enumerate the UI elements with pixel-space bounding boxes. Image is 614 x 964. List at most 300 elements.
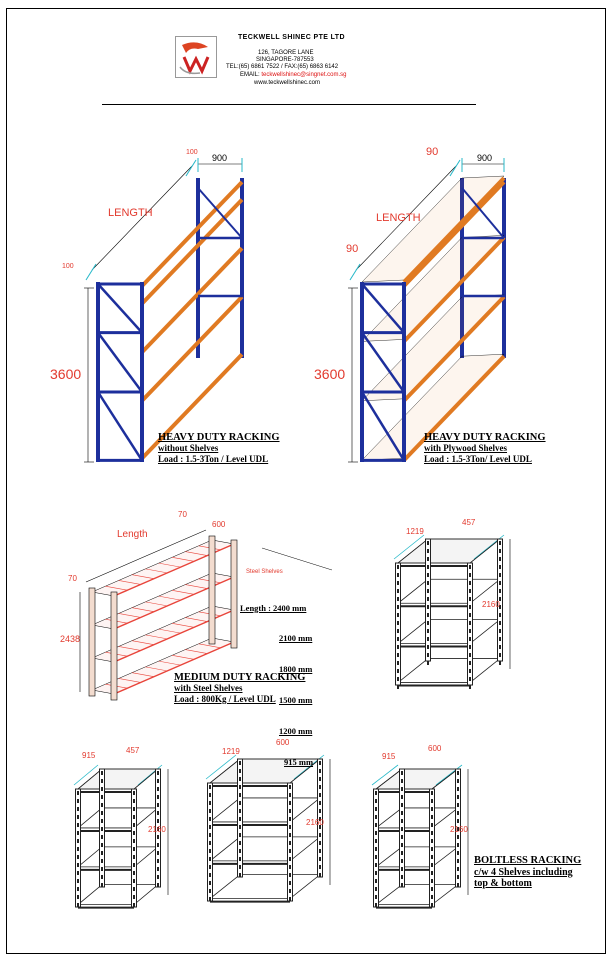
perforation: [397, 589, 399, 593]
perforation: [157, 819, 159, 823]
perforation: [239, 841, 241, 845]
frame-diagonal: [98, 333, 142, 392]
perforation: [427, 573, 429, 577]
perforation: [319, 777, 321, 781]
perforation: [157, 811, 159, 815]
perforation: [431, 799, 433, 803]
perforation: [319, 849, 321, 853]
perforation: [157, 771, 159, 775]
perforation: [101, 851, 103, 855]
perforation: [457, 779, 459, 783]
hr-dim-depth-bottom: 90: [346, 243, 359, 255]
perforation: [431, 815, 433, 819]
perforation: [101, 867, 103, 871]
perforation: [457, 883, 459, 887]
perforation: [289, 793, 291, 797]
perforation: [157, 803, 159, 807]
perforation: [101, 827, 103, 831]
heavy-duty-rack-with-plywood: [348, 158, 504, 466]
perforation: [427, 557, 429, 561]
perforation: [319, 801, 321, 805]
shelf: [376, 885, 458, 905]
perforation: [401, 835, 403, 839]
email-label: EMAIL:: [240, 72, 260, 78]
perforation: [209, 873, 211, 877]
caption-heavy-left: [158, 432, 280, 465]
perforation: [499, 661, 501, 665]
hl-length-label: LENGTH: [108, 207, 153, 219]
beam: [142, 182, 242, 286]
perforation: [401, 883, 403, 887]
perforation: [133, 895, 135, 899]
perforation: [289, 801, 291, 805]
perforation: [401, 827, 403, 831]
perforation: [397, 621, 399, 625]
perforation: [397, 613, 399, 617]
perforation: [457, 867, 459, 871]
b1-width: 915: [82, 751, 96, 760]
perforation: [133, 831, 135, 835]
dimension-cyan-mark: [186, 160, 196, 176]
perforation: [101, 795, 103, 799]
perforation: [401, 771, 403, 775]
shelf: [78, 847, 158, 867]
perforation: [397, 637, 399, 641]
perforation: [499, 637, 501, 641]
perforation: [239, 809, 241, 813]
perforation: [101, 787, 103, 791]
caption-medium: [174, 672, 305, 705]
shelf: [210, 837, 320, 861]
address-line-1: 126, TAGORE LANE: [258, 50, 314, 56]
hl-dim-width: 900: [212, 153, 228, 163]
perforation: [289, 809, 291, 813]
perforation: [457, 771, 459, 775]
perforation: [397, 605, 399, 609]
caption-load: Load : 800Kg / Level UDL: [174, 694, 276, 704]
length-option: 1200 mm: [279, 726, 313, 737]
dimension-cyan-mark: [350, 264, 360, 280]
perforation: [469, 565, 471, 569]
perforation: [375, 807, 377, 811]
perforation: [427, 565, 429, 569]
md-steel-shelves-label: Steel Shelves: [246, 569, 283, 575]
perforation: [133, 815, 135, 819]
perforation: [289, 841, 291, 845]
perforation: [431, 863, 433, 867]
perforation: [319, 833, 321, 837]
perforation: [375, 799, 377, 803]
email-link[interactable]: teckwellshinec@singnet.com.sg: [261, 72, 347, 78]
slotted-upright: [209, 536, 215, 644]
boltless-rack-top: [394, 535, 510, 689]
perforation: [375, 791, 377, 795]
perforation: [375, 887, 377, 891]
perforation: [101, 819, 103, 823]
perforation: [431, 839, 433, 843]
perforation: [499, 541, 501, 545]
beam-back: [98, 206, 198, 310]
perforation: [133, 903, 135, 907]
perforation: [133, 823, 135, 827]
perforation: [469, 629, 471, 633]
perforation: [499, 645, 501, 649]
plywood-shelf: [362, 176, 504, 282]
shelf: [210, 798, 320, 822]
perforation: [401, 859, 403, 863]
perforation: [133, 855, 135, 859]
length-option: 1800 mm: [279, 664, 313, 675]
perforation: [77, 871, 79, 875]
length-option: Length : 2400 mm: [240, 602, 307, 613]
perforation: [157, 779, 159, 783]
perforation: [101, 771, 103, 775]
perforation: [431, 879, 433, 883]
frame-diagonal: [98, 284, 142, 333]
perforation: [397, 669, 399, 673]
perforation: [101, 811, 103, 815]
perforation: [431, 871, 433, 875]
perforation: [239, 833, 241, 837]
perforation: [427, 661, 429, 665]
perforation: [427, 637, 429, 641]
perforation: [101, 883, 103, 887]
perforation: [375, 903, 377, 907]
perforation: [133, 863, 135, 867]
shelf: [78, 808, 158, 828]
address-line-2: SINGAPORE-787553: [256, 57, 314, 63]
caption-sub: with Steel Shelves: [174, 683, 243, 693]
perforation: [457, 819, 459, 823]
perforation: [319, 785, 321, 789]
boltless-rack-1: [74, 765, 168, 908]
perforation: [397, 629, 399, 633]
perforation: [209, 897, 211, 901]
perforation: [289, 897, 291, 901]
perforation: [289, 865, 291, 869]
dimension-cyan-mark: [450, 160, 460, 176]
perforation: [239, 865, 241, 869]
caption-heavy-right: [424, 432, 546, 465]
heavy-duty-rack-without-shelves: [84, 158, 242, 464]
perforation: [319, 857, 321, 861]
hr-dim-width: 900: [477, 153, 493, 163]
leader-line: [262, 548, 332, 570]
perforation: [239, 785, 241, 789]
shelf: [376, 808, 458, 828]
b2-width: 1219: [222, 747, 240, 756]
perforation: [157, 795, 159, 799]
perforation: [457, 803, 459, 807]
hl-dim-depth-top: 100: [186, 149, 198, 156]
perforation: [101, 803, 103, 807]
perforation: [133, 871, 135, 875]
perforation: [289, 785, 291, 789]
perforation: [375, 831, 377, 835]
perforation: [401, 867, 403, 871]
perforation: [427, 653, 429, 657]
hr-length-label: LENGTH: [376, 212, 421, 224]
perforation: [77, 847, 79, 851]
perforation: [457, 843, 459, 847]
perforation: [375, 847, 377, 851]
length-option: 1500 mm: [279, 695, 313, 706]
perforation: [77, 895, 79, 899]
perforation: [469, 581, 471, 585]
caption-title: HEAVY DUTY RACKING: [424, 432, 546, 443]
perforation: [469, 605, 471, 609]
website-link[interactable]: www.teckwellshinec.com: [254, 80, 321, 86]
perforation: [239, 817, 241, 821]
perforation: [401, 787, 403, 791]
perforation: [431, 855, 433, 859]
perforation: [209, 817, 211, 821]
hl-dim-depth-bottom: 100: [62, 263, 74, 270]
perforation: [427, 589, 429, 593]
shelf: [210, 875, 320, 899]
phone-fax: TEL:(65) 6861 7522 / FAX:(65) 6863 6142: [226, 64, 339, 70]
perforation: [499, 573, 501, 577]
b1-depth: 457: [126, 746, 140, 755]
perforation: [397, 581, 399, 585]
perforation: [457, 835, 459, 839]
perforation: [77, 831, 79, 835]
company-name: TECKWELL SHINEC PTE LTD: [238, 34, 345, 41]
perforation: [397, 565, 399, 569]
perforation: [77, 807, 79, 811]
perforation: [375, 863, 377, 867]
caption-sub: without Shelves: [158, 443, 219, 453]
perforation: [289, 833, 291, 837]
dimension-cyan-mark: [86, 264, 96, 280]
md-dim-depth-side: 70: [68, 574, 77, 583]
perforation: [427, 581, 429, 585]
perforation: [469, 645, 471, 649]
perforation: [209, 889, 211, 893]
perforation: [469, 685, 471, 689]
beam-back: [98, 254, 198, 358]
perforation: [457, 851, 459, 855]
perforation: [209, 825, 211, 829]
b3-height: 2160: [450, 825, 468, 834]
perforation: [401, 851, 403, 855]
perforation: [77, 855, 79, 859]
perforation: [77, 799, 79, 803]
length-option: 915 mm: [284, 757, 314, 768]
shelf: [398, 620, 500, 644]
hr-dim-depth-top: 90: [426, 146, 439, 158]
perforation: [427, 613, 429, 617]
hl-height: 3600: [50, 366, 82, 382]
perforation: [133, 839, 135, 843]
perforation: [397, 573, 399, 577]
caption-line: top & bottom: [474, 878, 532, 889]
perforation: [157, 843, 159, 847]
perforation: [319, 769, 321, 773]
perforation: [77, 879, 79, 883]
perforation: [239, 857, 241, 861]
perforation: [289, 889, 291, 893]
perforation: [77, 815, 79, 819]
perforation: [101, 779, 103, 783]
perforation: [457, 875, 459, 879]
perforation: [239, 873, 241, 877]
perforation: [157, 883, 159, 887]
hr-height: 3600: [314, 366, 346, 382]
shelf-edge: [114, 544, 234, 596]
b1-height: 2160: [148, 825, 166, 834]
perforation: [289, 825, 291, 829]
slotted-upright: [111, 592, 117, 700]
perforation: [375, 871, 377, 875]
perforation: [431, 791, 433, 795]
beam: [142, 297, 242, 401]
boltless-rack-3: [372, 765, 468, 908]
perforation: [319, 865, 321, 869]
perforation: [375, 895, 377, 899]
md-dim-depth-top: 70: [178, 510, 187, 519]
caption-sub: with Plywood Shelves: [424, 443, 508, 453]
perforation: [469, 613, 471, 617]
perforation: [431, 831, 433, 835]
caption-boltless: [474, 855, 581, 890]
perforation: [209, 785, 211, 789]
perforation: [101, 835, 103, 839]
perforation: [77, 887, 79, 891]
perforation: [209, 865, 211, 869]
perforation: [397, 645, 399, 649]
perforation: [133, 887, 135, 891]
perforation: [401, 795, 403, 799]
perforation: [209, 793, 211, 797]
perforation: [209, 841, 211, 845]
perforation: [209, 833, 211, 837]
caption-load: Load : 1.5-3Ton/ Level UDL: [424, 454, 532, 464]
perforation: [469, 669, 471, 673]
perforation: [469, 677, 471, 681]
perforation: [209, 857, 211, 861]
perforation: [469, 589, 471, 593]
perforation: [77, 839, 79, 843]
perforation: [397, 597, 399, 601]
perforation: [499, 581, 501, 585]
perforation: [319, 793, 321, 797]
perforation: [319, 873, 321, 877]
perforation: [401, 779, 403, 783]
b3-depth: 600: [428, 744, 442, 753]
perforation: [427, 621, 429, 625]
perforation: [401, 811, 403, 815]
perforation: [397, 661, 399, 665]
perforation: [239, 801, 241, 805]
perforation: [319, 809, 321, 813]
slotted-upright: [89, 588, 95, 696]
perforation: [133, 807, 135, 811]
perforation: [289, 817, 291, 821]
perforation: [319, 841, 321, 845]
perforation: [209, 849, 211, 853]
perforation: [457, 859, 459, 863]
perforation: [431, 887, 433, 891]
perforation: [157, 875, 159, 879]
beam: [142, 248, 242, 352]
perforation: [499, 629, 501, 633]
perforation: [469, 637, 471, 641]
perforation: [457, 811, 459, 815]
perforation: [289, 873, 291, 877]
perforation: [431, 847, 433, 851]
caption-title: MEDIUM DUTY RACKING: [174, 672, 306, 683]
perforation: [101, 875, 103, 879]
perforation: [77, 903, 79, 907]
perforation: [457, 787, 459, 791]
perforation: [375, 815, 377, 819]
perforation: [319, 761, 321, 765]
perforation: [469, 621, 471, 625]
perforation: [375, 823, 377, 827]
perforation: [499, 549, 501, 553]
perforation: [469, 653, 471, 657]
perforation: [209, 881, 211, 885]
caption-title: HEAVY DUTY RACKING: [158, 432, 280, 443]
shelf: [78, 885, 158, 905]
perforation: [397, 677, 399, 681]
perforation: [427, 605, 429, 609]
perforation: [457, 795, 459, 799]
b0-height: 2160: [482, 600, 500, 609]
slotted-upright: [231, 540, 237, 648]
perforation: [499, 653, 501, 657]
perforation: [469, 573, 471, 577]
perforation: [77, 823, 79, 827]
length-option: 2100 mm: [279, 633, 313, 644]
perforation: [401, 843, 403, 847]
shelf: [398, 659, 500, 683]
shelf: [376, 847, 458, 867]
perforation: [239, 849, 241, 853]
frame-diagonal: [98, 392, 142, 460]
perforation: [157, 835, 159, 839]
perforation: [499, 621, 501, 625]
perforation: [239, 825, 241, 829]
perforation: [375, 839, 377, 843]
caption-line: c/w 4 Shelves including: [474, 866, 573, 878]
perforation: [77, 791, 79, 795]
perforation: [133, 879, 135, 883]
perforation: [431, 903, 433, 907]
perforation: [289, 881, 291, 885]
b0-width: 1219: [406, 527, 424, 536]
perforation: [397, 685, 399, 689]
perforation: [427, 629, 429, 633]
perforation: [289, 857, 291, 861]
perforation: [209, 801, 211, 805]
perforation: [101, 843, 103, 847]
perforation: [499, 565, 501, 569]
perforation: [77, 863, 79, 867]
perforation: [375, 879, 377, 883]
perforation: [431, 823, 433, 827]
perforation: [133, 847, 135, 851]
perforation: [375, 855, 377, 859]
md-dim-width: 600: [212, 520, 226, 529]
perforation: [397, 653, 399, 657]
perforation: [469, 661, 471, 665]
b2-depth: 600: [276, 738, 290, 747]
perforation: [499, 589, 501, 593]
md-length-label: Length: [117, 529, 148, 540]
perforation: [209, 809, 211, 813]
